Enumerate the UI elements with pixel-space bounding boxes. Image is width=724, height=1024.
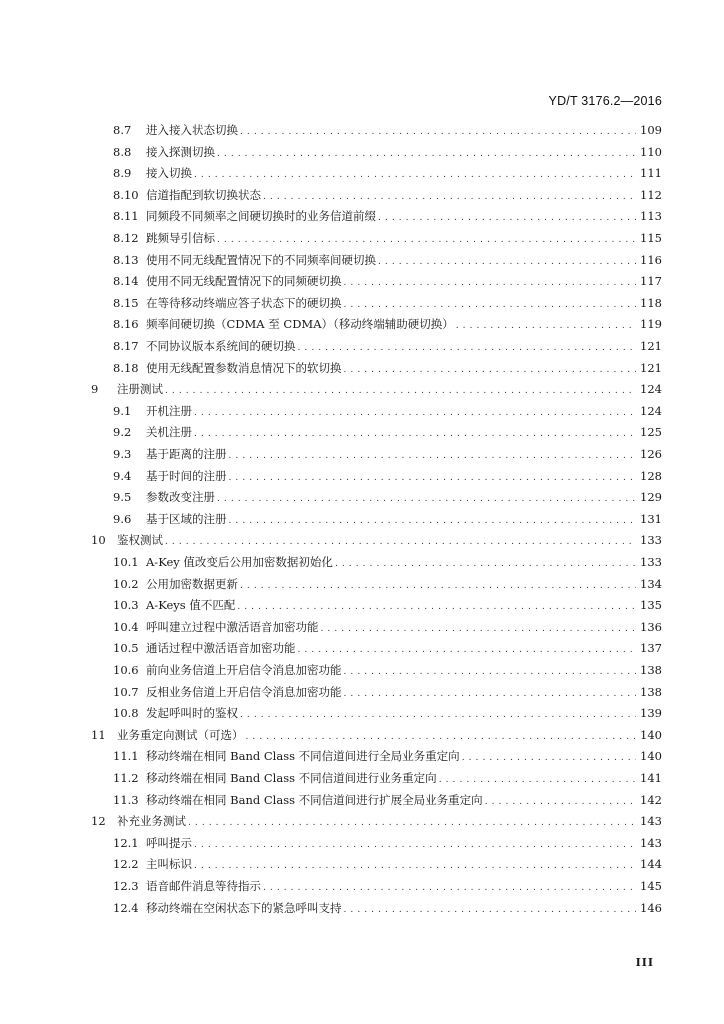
toc-leader-dots (194, 425, 636, 443)
toc-entry-title: 信道指配到软切换状态 (146, 187, 261, 202)
toc-entry[interactable] (0, 272, 724, 290)
toc-leader-dots (344, 685, 637, 703)
toc-entry-number: 8.7 (113, 123, 132, 137)
toc-entry-title: 注册测试 (117, 382, 163, 397)
toc-entry-number: 8.12 (113, 231, 139, 245)
toc-entry-page: 134 (640, 576, 662, 591)
toc-entry[interactable] (0, 855, 724, 873)
toc-leader-dots (194, 404, 636, 422)
toc-entry-title: 移动终端在相同 Band Class 不同信道间进行扩展全局业务重定向 (146, 792, 483, 807)
toc-entry[interactable] (0, 769, 724, 787)
toc-entry-number: 8.14 (113, 274, 139, 289)
toc-entry-number: 11 (91, 727, 106, 742)
toc-entry-title: 不同协议版本系统间的硬切换 (146, 339, 296, 353)
toc-entry-number: 11.3 (113, 792, 139, 807)
toc-entry-number: 12.1 (113, 835, 139, 850)
toc-entry[interactable] (0, 639, 724, 657)
toc-leader-dots (263, 879, 636, 897)
toc-entry-title: 使用无线配置参数消息情况下的软切换 (146, 360, 342, 375)
toc-entry-page: 133 (640, 555, 662, 569)
toc-entry-title: 接入探测切换 (146, 144, 215, 159)
toc-entry-number: 8.13 (113, 252, 139, 267)
toc-leader-dots (378, 253, 636, 271)
toc-entry-number: 8.11 (113, 209, 139, 224)
toc-entry-page: 143 (640, 814, 662, 829)
toc-entry-number: 8.16 (113, 317, 139, 332)
toc-entry-number: 8.9 (113, 166, 132, 181)
toc-entry[interactable] (0, 402, 724, 420)
toc-entry-number: 8.8 (113, 144, 132, 159)
toc-entry-title: 通话过程中激活语音加密功能 (146, 641, 296, 656)
toc-leader-dots (263, 188, 636, 206)
toc-entry[interactable] (0, 380, 724, 398)
toc-entry-page: 118 (640, 295, 662, 310)
toc-leader-dots (246, 728, 637, 746)
toc-entry-title: 公用加密数据更新 (146, 576, 238, 591)
toc-entry-title: 语音邮件消息等待指示 (146, 879, 261, 893)
toc-entry-title: 主叫标识 (146, 857, 192, 872)
toc-entry-number: 9 (91, 382, 99, 397)
toc-entry-page: 129 (640, 490, 662, 505)
toc-leader-dots (194, 857, 636, 875)
toc-entry-title: 使用不同无线配置情况下的同频硬切换 (146, 274, 342, 289)
toc-entry-page: 133 (640, 533, 662, 548)
toc-entry-number: 8.17 (113, 339, 139, 353)
toc-leader-dots (188, 814, 636, 832)
toc-entry-title: 开机注册 (146, 403, 192, 418)
toc-entry[interactable] (0, 337, 724, 355)
toc-leader-dots (240, 123, 636, 141)
toc-entry-page: 139 (640, 706, 662, 721)
toc-entry-title: 鉴权测试 (117, 533, 163, 548)
toc-entry-number: 9.2 (113, 425, 132, 440)
toc-entry[interactable] (0, 812, 724, 830)
page-number: III (635, 956, 654, 969)
toc-entry-number: 12.3 (113, 879, 139, 893)
toc-entry-title: 移动终端在相同 Band Class 不同信道间进行业务重定向 (146, 771, 437, 785)
toc-entry-title: 补充业务测试 (117, 814, 186, 829)
toc-leader-dots (344, 274, 637, 292)
toc-leader-dots (229, 512, 637, 530)
toc-entry-page: 135 (640, 598, 662, 613)
toc-leader-dots (217, 490, 636, 508)
toc-entry[interactable] (0, 661, 724, 679)
toc-entry[interactable] (0, 423, 724, 441)
toc-leader-dots (165, 382, 636, 400)
toc-entry-page: 124 (640, 403, 662, 418)
toc-entry-title: 移动终端在空闲状态下的紧急呼叫支持 (146, 900, 342, 915)
toc-entry-page: 121 (640, 360, 662, 375)
document-code: YD/T 3176.2—2016 (548, 94, 662, 108)
toc-entry-title: 在等待移动终端应答子状态下的硬切换 (146, 295, 342, 310)
toc-entry-number: 9.6 (113, 511, 132, 526)
toc-entry[interactable] (0, 791, 724, 809)
toc-leader-dots (217, 145, 636, 163)
toc-entry-page: 144 (640, 857, 662, 872)
toc-entry-number: 12.4 (113, 900, 139, 915)
toc-leader-dots (240, 706, 636, 724)
toc-leader-dots (456, 317, 636, 335)
toc-entry-page: 137 (640, 641, 662, 656)
toc-entry-number: 10.5 (113, 641, 139, 656)
toc-leader-dots (335, 555, 636, 573)
toc-entry[interactable] (0, 834, 724, 852)
toc-leader-dots (485, 793, 636, 811)
toc-entry-title: 接入切换 (146, 166, 192, 181)
toc-leader-dots (298, 641, 637, 659)
toc-entry-number: 10.2 (113, 576, 139, 591)
toc-entry-page: 126 (640, 447, 662, 461)
toc-entry-title: 关机注册 (146, 425, 192, 440)
toc-entry-page: 124 (640, 382, 662, 397)
toc-entry-number: 10.7 (113, 684, 139, 699)
toc-entry[interactable] (0, 467, 724, 485)
toc-entry-number: 8.18 (113, 360, 139, 375)
toc-leader-dots (439, 771, 636, 789)
toc-entry-title: 基于时间的注册 (146, 468, 227, 483)
toc-entry-page: 115 (640, 231, 662, 245)
toc-leader-dots (298, 339, 637, 357)
toc-entry-title: 进入接入状态切换 (146, 123, 238, 137)
toc-entry[interactable] (0, 747, 724, 765)
toc-entry[interactable] (0, 186, 724, 204)
toc-entry-number: 9.4 (113, 468, 132, 483)
toc-entry-page: 128 (640, 468, 662, 483)
toc-entry-page: 142 (640, 792, 662, 807)
toc-leader-dots (240, 577, 636, 595)
toc-entry[interactable] (0, 121, 724, 139)
toc-entry-number: 9.5 (113, 490, 132, 505)
toc-entry-page: 145 (640, 879, 662, 893)
toc-entry-page: 140 (640, 727, 662, 742)
toc-leader-dots (237, 598, 636, 616)
toc-entry-number: 9.3 (113, 447, 132, 461)
toc-entry-number: 10.4 (113, 619, 139, 634)
toc-entry[interactable] (0, 359, 724, 377)
toc-entry[interactable] (0, 207, 724, 225)
toc-entry-page: 136 (640, 619, 662, 634)
toc-entry[interactable] (0, 488, 724, 506)
toc-entry-number: 11.1 (113, 749, 139, 764)
toc-entry-title: A-Key 值改变后公用加密数据初始化 (146, 555, 333, 569)
toc-entry-number: 11.2 (113, 771, 139, 785)
toc-leader-dots (344, 663, 637, 681)
toc-entry-page: 110 (640, 144, 662, 159)
toc-entry-title: 跳频导引信标 (146, 231, 215, 245)
toc-entry-title: 基于区域的注册 (146, 511, 227, 526)
toc-leader-dots (462, 749, 636, 767)
toc-entry-number: 8.15 (113, 295, 139, 310)
toc-entry-page: 117 (640, 274, 662, 289)
toc-entry[interactable] (0, 704, 724, 722)
toc-leader-dots (321, 620, 637, 638)
toc-entry-title: 参数改变注册 (146, 490, 215, 505)
toc-entry-title: A-Keys 值不匹配 (146, 598, 236, 613)
toc-entry[interactable] (0, 553, 724, 571)
toc-entry-page: 138 (640, 663, 662, 677)
toc-entry-title: 反相业务信道上开启信令消息加密功能 (146, 684, 342, 699)
toc-entry-title: 使用不同无线配置情况下的不同频率间硬切换 (146, 252, 376, 267)
toc-entry-title: 呼叫提示 (146, 835, 192, 850)
toc-entry-page: 140 (640, 749, 662, 764)
toc-entry-title: 移动终端在相同 Band Class 不同信道间进行全局业务重定向 (146, 749, 460, 764)
toc-entry-number: 10.1 (113, 555, 139, 569)
toc-entry-page: 143 (640, 835, 662, 850)
toc-entry-number: 10.6 (113, 663, 139, 677)
toc-entry-page: 138 (640, 684, 662, 699)
toc-leader-dots (165, 533, 636, 551)
toc-entry-number: 12 (91, 814, 106, 829)
toc-entry-title: 基于距离的注册 (146, 447, 227, 461)
toc-entry[interactable] (0, 294, 724, 312)
toc-entry-number: 10 (91, 533, 106, 548)
toc-entry-page: 146 (640, 900, 662, 915)
toc-leader-dots (344, 296, 637, 314)
toc-leader-dots (229, 447, 637, 465)
toc-entry[interactable] (0, 531, 724, 549)
toc-leader-dots (378, 209, 636, 227)
toc-entry-title: 呼叫建立过程中激活语音加密功能 (146, 619, 319, 634)
toc-entry-page: 125 (640, 425, 662, 440)
toc-entry[interactable] (0, 251, 724, 269)
toc-leader-dots (217, 231, 636, 249)
toc-entry[interactable] (0, 229, 724, 247)
toc-entry-page: 116 (640, 252, 662, 267)
toc-entry[interactable] (0, 315, 724, 333)
toc-entry[interactable] (0, 445, 724, 463)
toc-entry-page: 121 (640, 339, 662, 353)
toc-entry[interactable] (0, 143, 724, 161)
toc-leader-dots (194, 836, 636, 854)
toc-entry[interactable] (0, 726, 724, 744)
toc-entry-title: 频率间硬切换（CDMA 至 CDMA）（移动终端辅助硬切换） (146, 317, 454, 332)
toc-entry-number: 10.8 (113, 706, 139, 721)
toc-entry-number: 10.3 (113, 598, 139, 613)
toc-entry-page: 131 (640, 511, 662, 526)
toc-entry[interactable] (0, 164, 724, 182)
toc-leader-dots (194, 166, 636, 184)
toc-entry-page: 141 (640, 771, 662, 785)
toc-leader-dots (229, 469, 637, 487)
toc-entry-page: 111 (640, 166, 662, 181)
toc-entry[interactable] (0, 683, 724, 701)
toc-entry[interactable] (0, 575, 724, 593)
toc-entry[interactable] (0, 510, 724, 528)
toc-entry-page: 109 (640, 123, 662, 137)
toc-entry[interactable] (0, 596, 724, 614)
toc-entry-page: 113 (640, 209, 662, 224)
toc-entry-title: 发起呼叫时的鉴权 (146, 706, 238, 721)
toc-entry[interactable] (0, 899, 724, 917)
toc-leader-dots (344, 361, 637, 379)
toc-entry-title: 同频段不同频率之间硬切换时的业务信道前缀 (146, 209, 376, 224)
toc-entry-page: 119 (640, 317, 662, 332)
toc-entry[interactable] (0, 618, 724, 636)
toc-leader-dots (344, 901, 637, 919)
toc-entry-title: 业务重定向测试（可选） (117, 727, 244, 742)
toc-entry[interactable] (0, 877, 724, 895)
toc-entry-number: 9.1 (113, 403, 132, 418)
toc-entry-number: 12.2 (113, 857, 139, 872)
toc-entry-title: 前向业务信道上开启信令消息加密功能 (146, 663, 342, 677)
toc-entry-number: 8.10 (113, 187, 139, 202)
toc-entry-page: 112 (640, 187, 662, 202)
